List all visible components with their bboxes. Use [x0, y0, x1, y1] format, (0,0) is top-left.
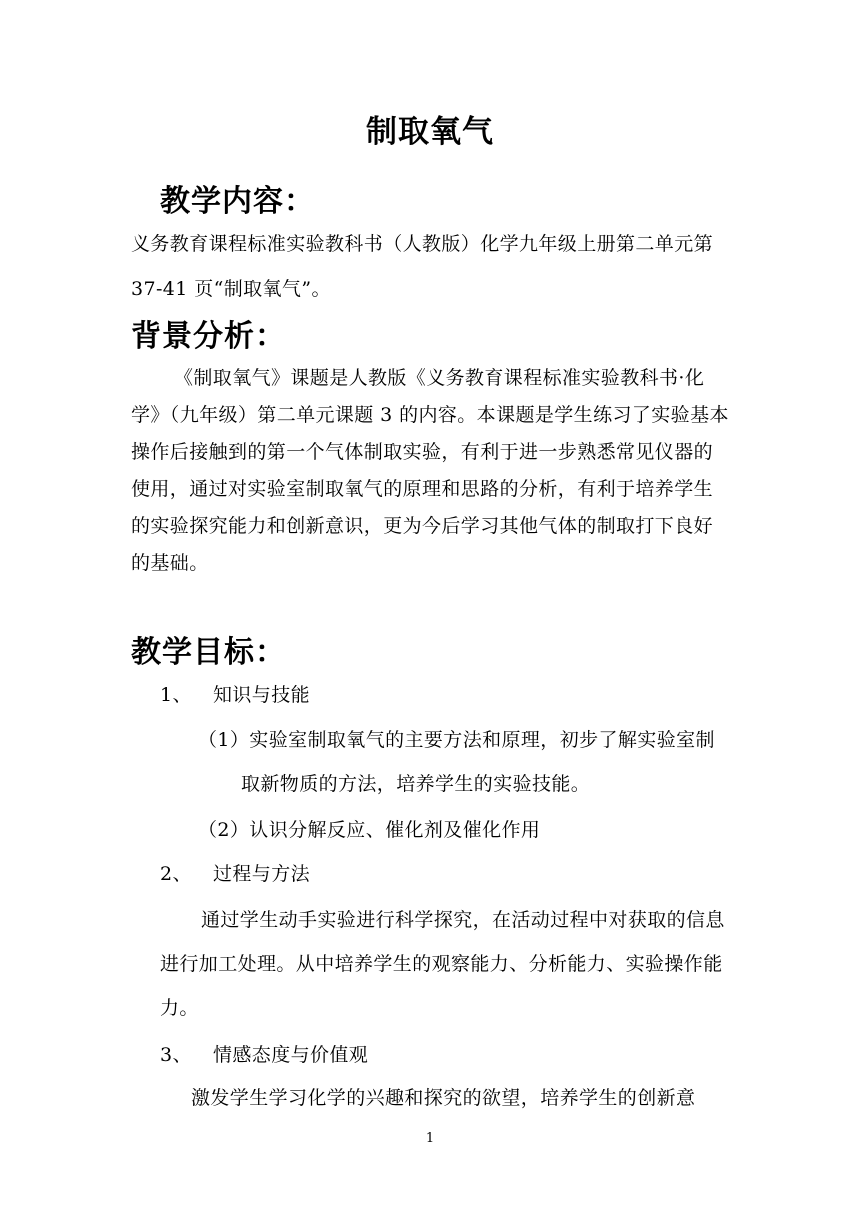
goal-3-label: 情感态度与价值观: [213, 1044, 369, 1066]
goal-1-sub-1: （1）实验室制取氧气的主要方法和原理，初步了解实验室制: [198, 729, 715, 751]
goal-1-sub-1-continued: 取新物质的方法，培养学生的实验技能。: [241, 773, 591, 795]
heading-background-analysis: 背景分析：: [131, 319, 286, 354]
content-line-2: 37-41 页“制取氧气”。: [131, 278, 331, 300]
goal-1-label: 知识与技能: [213, 684, 311, 706]
page-number: 1: [425, 1131, 435, 1146]
goal-1-sub-2: （2）认识分解反应、催化剂及催化作用: [198, 819, 541, 841]
goal-2-number: 2、: [160, 863, 192, 885]
goal-2-label: 过程与方法: [213, 863, 311, 885]
goal-3-text: 激发学生学习化学的兴趣和探究的欲望，培养学生的创新意: [191, 1087, 696, 1109]
heading-teaching-content: 教学内容：: [160, 184, 315, 219]
background-paragraph: 《制取氧气》课题是人教版《义务教育课程标准实验教科书·化学》（九年级）第二单元课题 3 的内容。本课题是学生练习了实验基本操作后接触到的第一个气体制取实验，有利于进一步熟悉常见仪器的使用，通过对实验室制取氧气的原理和思路的分析，有利于培养学生的实验探究能力和创新意识，更为今后学习其他气体的制取打下良好的基础。: [131, 367, 729, 574]
document-title: 制取氧气: [366, 114, 494, 150]
content-line-1: 义务教育课程标准实验教科书（人教版）化学九年级上册第二单元第: [131, 233, 714, 255]
heading-teaching-goals: 教学目标：: [131, 635, 286, 670]
goal-3-number: 3、: [160, 1044, 192, 1066]
goal-1-number: 1、: [160, 684, 192, 706]
goal-2-paragraph: 通过学生动手实验进行科学探究，在活动过程中对获取的信息进行加工处理。从中培养学生的观察能力、分析能力、实验操作能力。: [160, 909, 725, 1019]
